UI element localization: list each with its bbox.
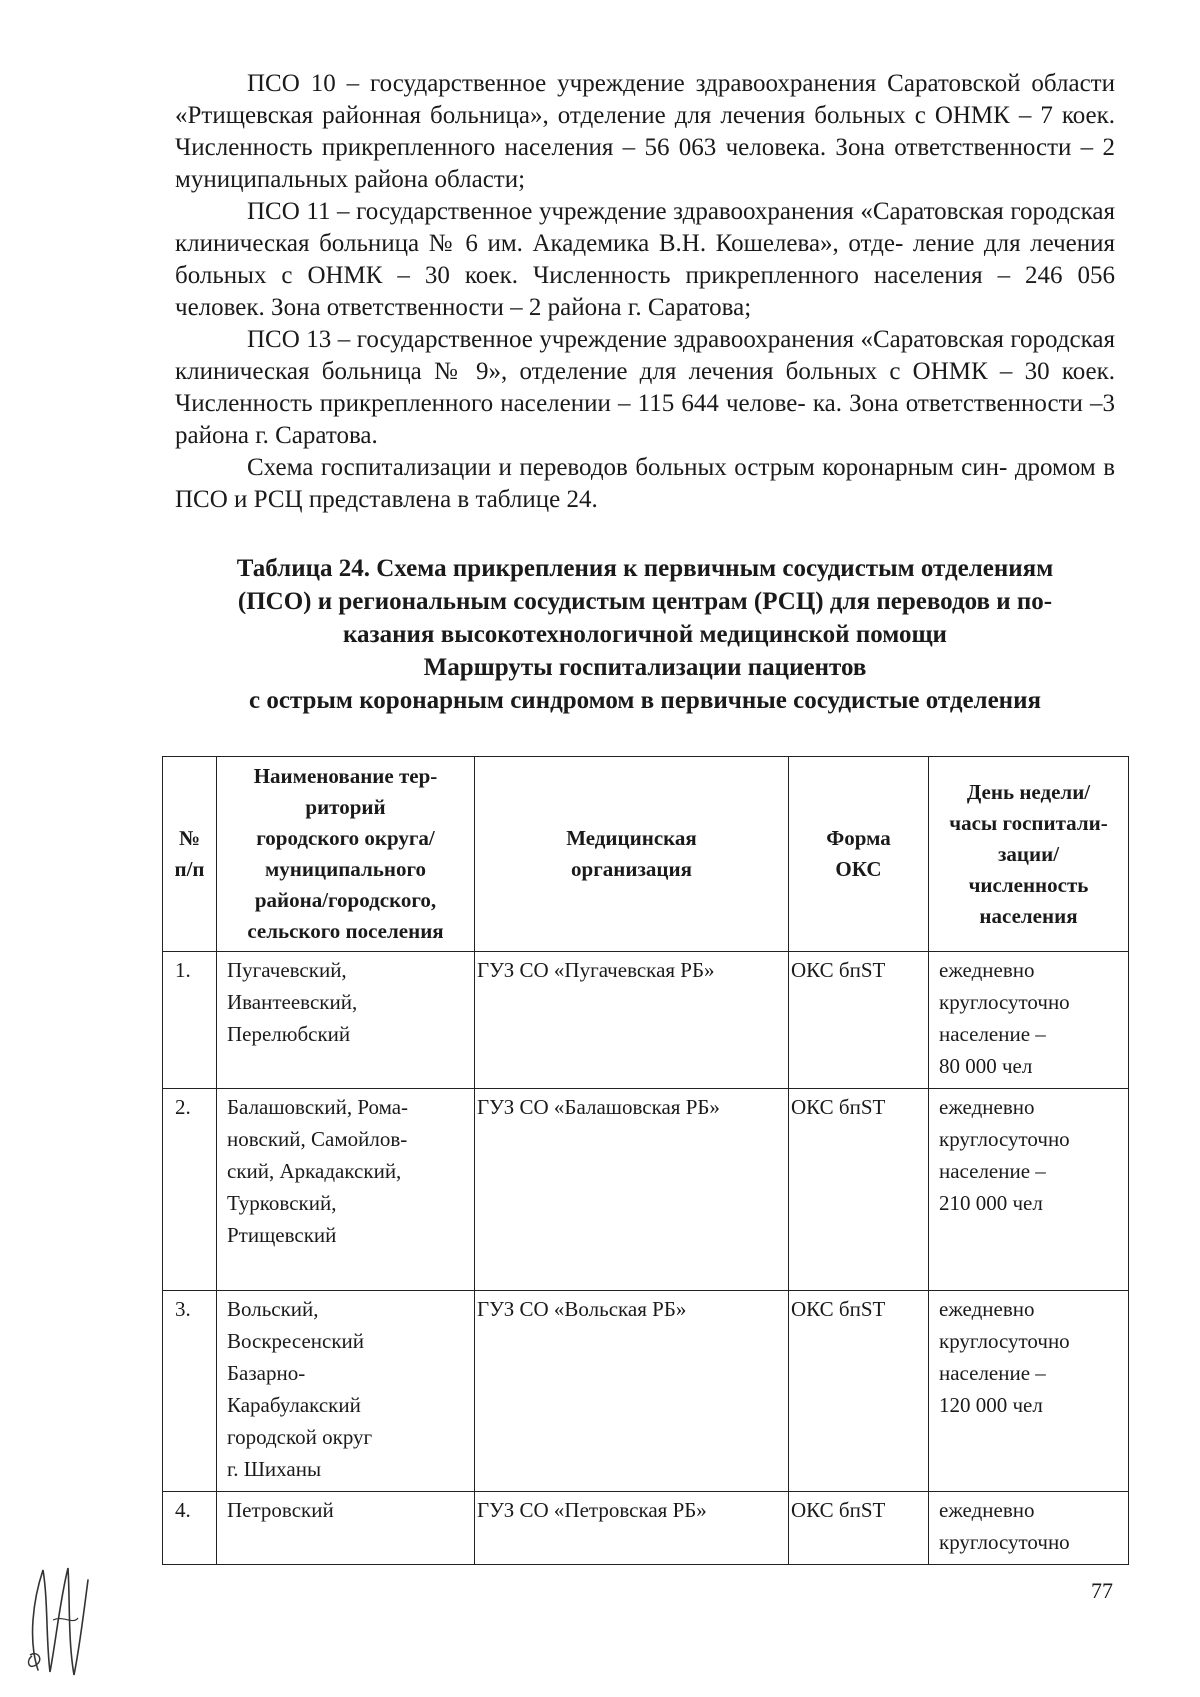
caption-line: (ПСО) и региональным сосудистым центрам (РСЦ) для переводов и по- — [237, 588, 1053, 615]
body-text — [175, 68, 1115, 516]
routing-table — [162, 756, 1129, 1565]
signature-mark — [18, 1560, 108, 1680]
row-schedule: ежедневно круглосуточно население – 120 000 чел — [929, 1291, 1129, 1492]
table-caption — [165, 552, 1125, 717]
paragraph-pso-11: ПСО 11 – государственное учреждение здравоохранения «Саратовская городская клиническая больница № 6 им. Академика В.Н. Кошелева», отде- ление для лечения больных с ОНМК – 30 коек. Численность прикрепленного населения – 246 056 человек. Зона ответственности – 2 района г. Саратова; — [175, 198, 1116, 321]
header-schedule: День недели/ часы госпитали- зации/ численность населения — [929, 757, 1129, 952]
paragraph-scheme: Схема госпитализации и переводов больных острым коронарным син- дромом в ПСО и РСЦ представлена в таблице 24. — [175, 454, 1116, 513]
paragraph-pso-10: ПСО 10 – государственное учреждение здравоохранения Саратовской области «Ртищевская районная больница», отделение для лечения больных с ОНМК – 7 коек. Численность прикрепленного населения – 56 063 человека. Зона ответственности – 2 муниципальных района области; — [175, 70, 1115, 193]
row-schedule: ежедневно круглосуточно население – 80 000 чел — [929, 952, 1129, 1089]
row-organization: ГУЗ СО «Пугачевская РБ» — [475, 952, 789, 1089]
row-territory: Балашовский, Рома- новский, Самойлов- ский, Аркадакский, Турковский, Ртищевский — [217, 1089, 475, 1291]
row-territory: Пугачевский, Ивантеевский, Перелюбский — [217, 952, 475, 1089]
table-row — [163, 1291, 1129, 1492]
row-territory: Вольский, Воскресенский Базарно- Карабулакский городской округ г. Шиханы — [217, 1291, 475, 1492]
row-number: 1. — [163, 952, 217, 1089]
header-form: Форма ОКС — [789, 757, 929, 952]
row-territory: Петровский — [217, 1492, 475, 1565]
page-number: 77 — [1091, 1578, 1113, 1603]
row-organization: ГУЗ СО «Балашовская РБ» — [475, 1089, 789, 1291]
header-territory: Наименование тер- риторий городского округа/ муниципального района/городского, сельского поселения — [217, 757, 475, 952]
row-number: 2. — [163, 1089, 217, 1291]
caption-line: Маршруты госпитализации пациентов — [423, 654, 867, 681]
header-number: № п/п — [163, 757, 217, 952]
caption-line: Таблица 24. Схема прикрепления к первичным сосудистым отделениям — [236, 555, 1054, 582]
row-organization: ГУЗ СО «Петровская РБ» — [475, 1492, 789, 1565]
table-header-row — [163, 757, 1129, 952]
row-organization: ГУЗ СО «Вольская РБ» — [475, 1291, 789, 1492]
row-form: ОКС бпST — [789, 1089, 929, 1291]
header-organization: Медицинская организация — [475, 757, 789, 952]
caption-line: казания высокотехнологичной медицинской помощи — [343, 621, 947, 648]
table-row — [163, 1089, 1129, 1291]
table-row — [163, 952, 1129, 1089]
row-form: ОКС бпST — [789, 952, 929, 1089]
row-schedule: ежедневно круглосуточно — [929, 1492, 1129, 1565]
paragraph-pso-13: ПСО 13 – государственное учреждение здравоохранения «Саратовская городская клиническая больница № 9», отделение для лечения больных с ОНМК – 30 коек. Численность прикрепленного населении – 115 644 челове- ка. Зона ответственности –3 района г. Саратова. — [175, 326, 1116, 449]
table-row — [163, 1492, 1129, 1565]
row-number: 3. — [163, 1291, 217, 1492]
caption-line: с острым коронарным синдромом в первичные сосудистые отделения — [248, 687, 1042, 714]
row-number: 4. — [163, 1492, 217, 1565]
row-form: ОКС бпST — [789, 1492, 929, 1565]
row-form: ОКС бпST — [789, 1291, 929, 1492]
row-schedule: ежедневно круглосуточно население – 210 000 чел — [929, 1089, 1129, 1291]
